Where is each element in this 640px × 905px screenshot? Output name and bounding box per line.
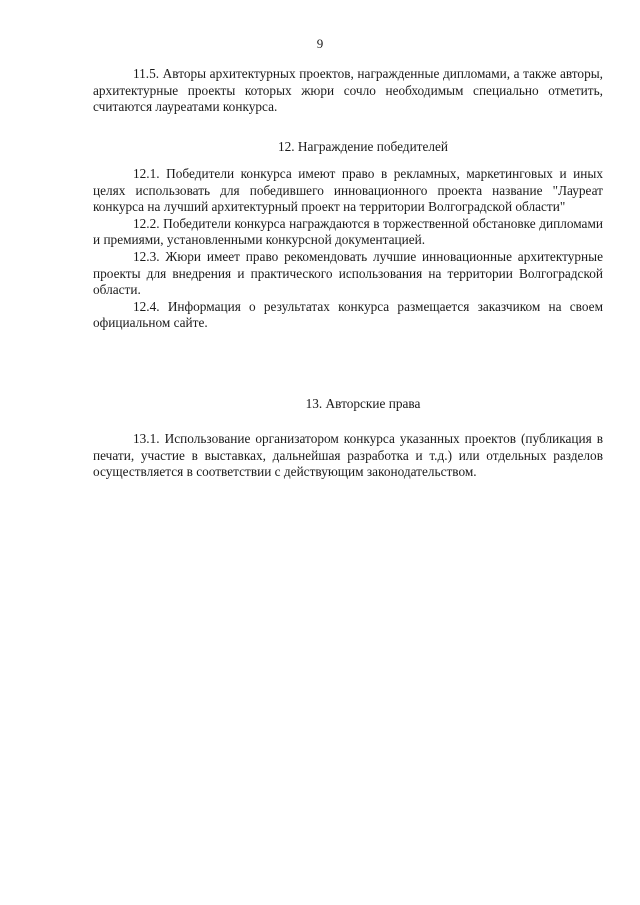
paragraph-12-3: 12.3. Жюри имеет право рекомендовать лучшие инновационные архитектурные проекты для внедрения и практического использования на территории Волгоградской области. xyxy=(93,248,603,298)
section-12-body xyxy=(93,166,603,332)
paragraph-12-2: 12.2. Победители конкурса награждаются в торжественной обстановке дипломами и премиями, установленными конкурсной документацией. xyxy=(93,215,603,248)
paragraph-12-4: 12.4. Информация о результатах конкурса размещается заказчиком на своем официальном сайте. xyxy=(93,298,603,331)
section-13-heading: 13. Авторские права xyxy=(305,396,421,411)
page-number: 9 xyxy=(316,36,324,51)
paragraph-12-1: 12.1. Победители конкурса имеют право в рекламных, маркетинговых и иных целях использовать для победившего инновационного проекта название "Лауреат конкурса на лучший архитектурный проект на территории Волгоградской области" xyxy=(93,166,603,215)
section-12-heading: 12. Награждение победителей xyxy=(277,139,449,154)
section-12-heading-wrap xyxy=(93,139,633,155)
section-13-heading-wrap xyxy=(93,396,633,412)
section-13-body xyxy=(93,431,603,481)
paragraph-11-5: 11.5. Авторы архитектурных проектов, награжденные дипломами, а также авторы, архитектурные проекты которых жюри сочло необходимым специально отметить, считаются лауреатами конкурса. xyxy=(93,66,603,115)
section-11-body xyxy=(93,66,603,116)
paragraph-13-1: 13.1. Использование организатором конкурса указанных проектов (публикация в печати, участие в выставках, дальнейшая разработка и т.д.) или отдельных разделов осуществляется в соответствии с действующим законодательством. xyxy=(93,431,603,480)
